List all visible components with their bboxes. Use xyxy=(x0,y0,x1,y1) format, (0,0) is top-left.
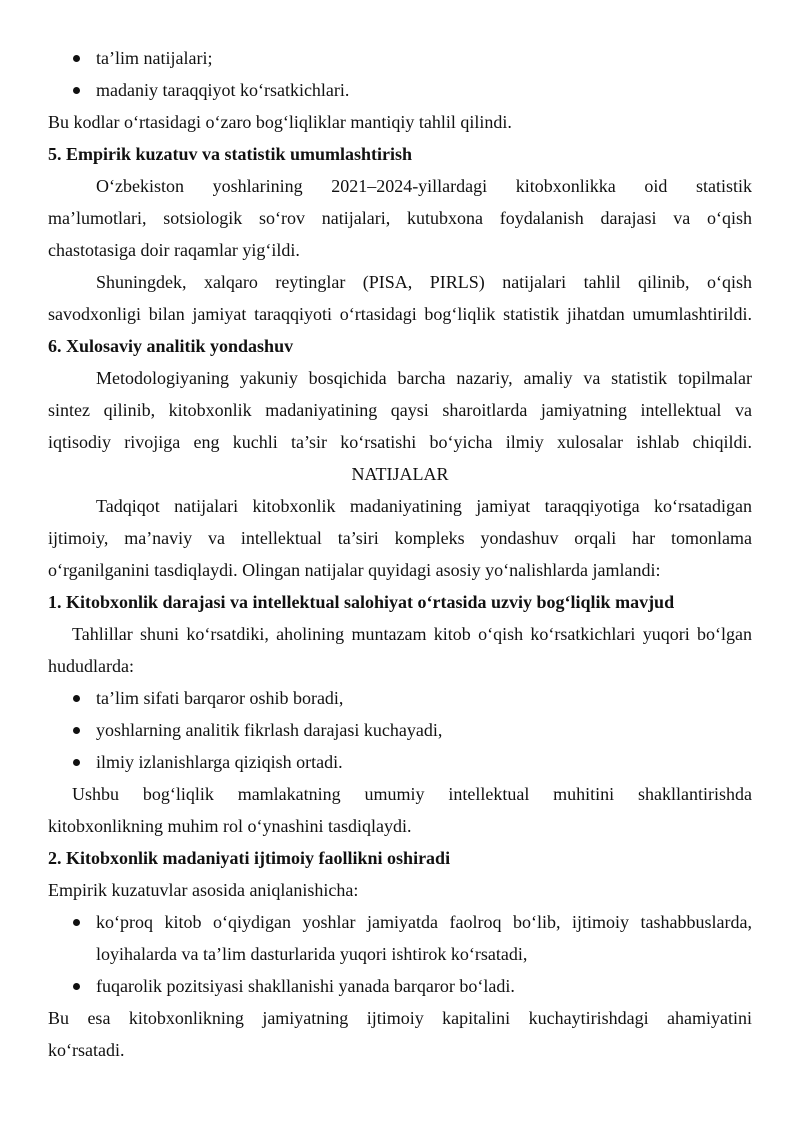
document-page xyxy=(48,42,752,1066)
paragraph-line: Metodologiyaning yakuniy bosqichida barcha nazariy, amaliy va statistik topilmalar xyxy=(96,368,752,388)
paragraph-line: chastotasiga doir raqamlar yig‘ildi. xyxy=(48,240,300,260)
paragraph-line: ijtimoiy, ma’naviy va intellektual ta’siri kompleks yondashuv orqali har tomonlama xyxy=(48,528,752,548)
bullet-continuation: loyihalarda va ta’lim dasturlarida yuqori ishtirok ko‘rsatadi, xyxy=(96,944,528,964)
paragraph-line: Bu esa kitobxonlikning jamiyatning ijtimoiy kapitalini kuchaytirishdagi ahamiyatini xyxy=(48,1008,752,1028)
paragraph-line: iqtisodiy rivojiga eng kuchli ta’sir ko‘rsatishi bo‘yicha ilmiy xulosalar ishlab chiqildi. xyxy=(48,432,752,452)
paragraph-line: sintez qilinib, kitobxonlik madaniyatining qaysi sharoitlarda jamiyatning intellektual va xyxy=(48,400,752,420)
bullet-item: madaniy taraqqiyot ko‘rsatkichlari. xyxy=(48,74,752,106)
bullet-item: yoshlarning analitik fikrlash darajasi kuchayadi, xyxy=(48,714,752,746)
paragraph-line: Empirik kuzatuvlar asosida aniqlanishicha: xyxy=(48,880,359,900)
bullet-item: ilmiy izlanishlarga qiziqish ortadi. xyxy=(48,746,752,778)
section-heading: 5. Empirik kuzatuv va statistik umumlashtirish xyxy=(48,144,413,164)
bullet-item: fuqarolik pozitsiyasi shakllanishi yanada barqaror bo‘ladi. xyxy=(48,970,752,1002)
bullet-item: ta’lim natijalari; xyxy=(48,42,752,74)
paragraph-line: savodxonligi bilan jamiyat taraqqiyoti o‘rtasidagi bog‘liqlik statistik jihatdan umumlashtirildi. xyxy=(48,304,752,324)
paragraph-line: Bu kodlar o‘rtasidagi o‘zaro bog‘liqliklar mantiqiy tahlil qilindi. xyxy=(48,112,512,132)
section-heading: 1. Kitobxonlik darajasi va intellektual salohiyat o‘rtasida uzviy bog‘liqlik mavjud xyxy=(48,592,675,612)
bullet-item: ta’lim sifati barqaror oshib boradi, xyxy=(48,682,752,714)
paragraph-line: Ushbu bog‘liqlik mamlakatning umumiy intellektual muhitini shakllantirishda xyxy=(72,784,752,804)
paragraph-line: O‘zbekiston yoshlarining 2021–2024-yillardagi kitobxonlikka oid statistik xyxy=(96,176,752,196)
results-heading: NATIJALAR xyxy=(351,464,449,484)
paragraph-line: Tahlillar shuni ko‘rsatdiki, aholining muntazam kitob o‘qish ko‘rsatkichlari yuqori bo‘lgan xyxy=(72,624,752,644)
paragraph-line: kitobxonlikning muhim rol o‘ynashini tasdiqlaydi. xyxy=(48,816,412,836)
paragraph-line: o‘rganilganini tasdiqlaydi. Olingan natijalar quyidagi asosiy yo‘nalishlarda jamlandi: xyxy=(48,560,661,580)
paragraph-line: hududlarda: xyxy=(48,656,134,676)
paragraph-line: Shuningdek, xalqaro reytinglar (PISA, PIRLS) natijalari tahlil qilinib, o‘qish xyxy=(96,272,752,292)
paragraph-line: ko‘rsatadi. xyxy=(48,1040,125,1060)
section-heading: 2. Kitobxonlik madaniyati ijtimoiy faollikni oshiradi xyxy=(48,848,451,868)
paragraph-line: Tadqiqot natijalari kitobxonlik madaniyatining jamiyat taraqqiyotiga ko‘rsatadigan xyxy=(96,496,752,516)
bullet-item: ko‘proq kitob o‘qiydigan yoshlar jamiyatda faolroq bo‘lib, ijtimoiy tashabbuslarda, xyxy=(48,906,752,938)
section-heading: 6. Xulosaviy analitik yondashuv xyxy=(48,336,294,356)
paragraph-line: ma’lumotlari, sotsiologik so‘rov natijalari, kutubxona foydalanish darajasi va o‘qish xyxy=(48,208,752,228)
